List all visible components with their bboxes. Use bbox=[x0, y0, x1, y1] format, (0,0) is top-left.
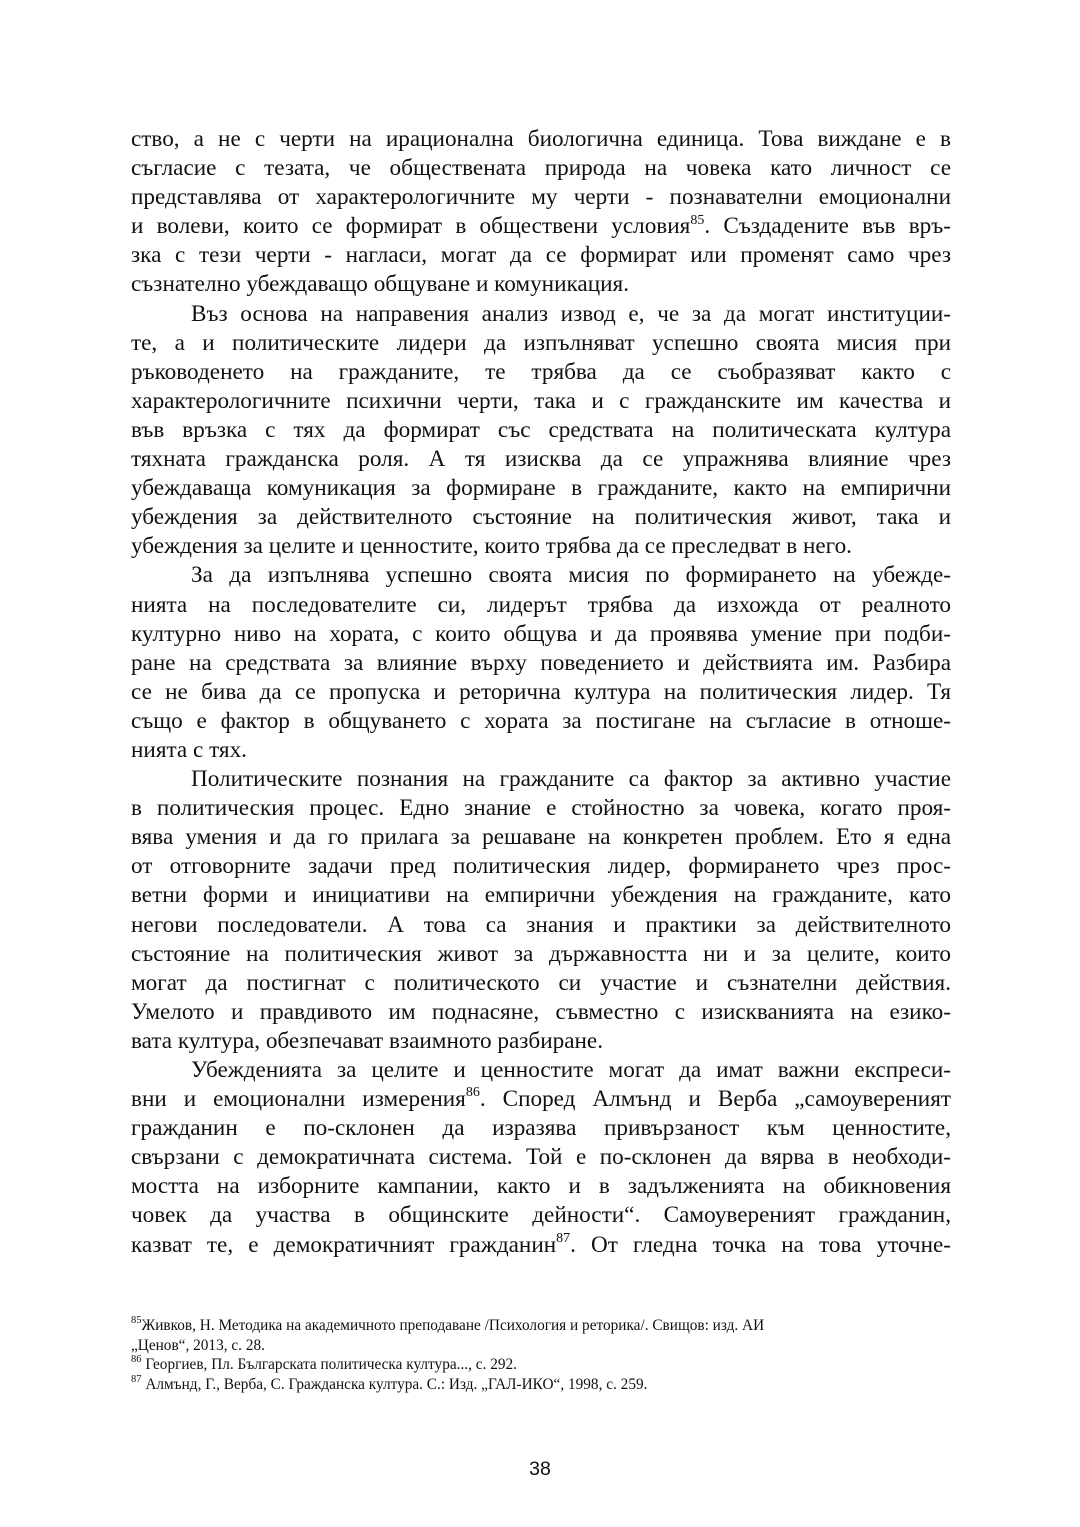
text-line bbox=[131, 1085, 951, 1114]
footnote-85-continued bbox=[131, 1336, 931, 1356]
text-line: съгласие с тезата, че обществената природа на човека като личност се bbox=[131, 155, 951, 182]
text-line: вява умения и да го прилага за решаване на конкретен проблем. Ето я една bbox=[131, 824, 951, 851]
footnote-ref-86[interactable]: 86 bbox=[465, 1085, 480, 1101]
text-line: Въз основа на направения анализ извод е, че за да могат институции- bbox=[191, 300, 951, 327]
text-line: тяхната гражданска роля. А тя изисква да се упражнява влияние чрез bbox=[131, 446, 951, 473]
footnote-mark: 85 bbox=[131, 1314, 142, 1326]
text-line: се не бива да се пропуска и реторична култура на политическия лидер. Тя bbox=[131, 678, 951, 705]
text-line: съзнателно убеждаващо общуване и комуникация. bbox=[131, 271, 629, 298]
text-fragment: . Според Алмънд и Верба „самоувереният bbox=[479, 1086, 952, 1113]
text-line: За да изпълнява успешно своята мисия по формирането на убежде- bbox=[191, 562, 951, 589]
text-line: културно ниво на хората, с които общува и да проявява умение при подби- bbox=[131, 620, 951, 647]
footnote-text: „Ценов“, 2013, с. 28. bbox=[131, 1336, 265, 1354]
text-line: също е фактор в общуването с хората за постигане на съгласие в отноше- bbox=[131, 707, 951, 734]
text-line: вата култура, обезпечават взаимното разбиране. bbox=[131, 1027, 604, 1054]
page-number: 38 bbox=[529, 1458, 551, 1480]
text-line: характерологичните психични черти, така и с гражданските им качества и bbox=[131, 387, 951, 414]
text-line: ство, а не с черти на ирационална биологична единица. Това виждане е в bbox=[131, 126, 951, 152]
text-line: зка с тези черти - нагласи, могат да се формират или променят само чрез bbox=[131, 242, 951, 269]
text-line: представлява от характерологичните му черти - познавателни емоционални bbox=[131, 184, 951, 211]
text-line: Политическите познания на гражданите са фактор за активно участие bbox=[191, 766, 951, 793]
footnote-mark: 87 bbox=[131, 1374, 142, 1386]
text-line: убеждения за действителното състояние на политическия живот, така и bbox=[131, 504, 951, 531]
footnote-86 bbox=[131, 1355, 931, 1375]
text-fragment: . От гледна точка на това уточне- bbox=[570, 1231, 951, 1258]
text-line: негови последователи. А това са знания и практики за действителното bbox=[131, 911, 951, 938]
text-line: ръководенето на гражданите, те трябва да се съобразяват както с bbox=[131, 358, 951, 385]
footnote-text: Живков, Н. Методика на академичното преподаване /Психология и реторика/. Свищов: изд. АИ bbox=[141, 1317, 765, 1334]
text-line: от отговорните задачи пред политическия лидер, формирането чрез прос- bbox=[131, 853, 951, 880]
body-text bbox=[131, 125, 951, 1260]
text-line bbox=[131, 212, 951, 241]
footnotes bbox=[131, 1316, 931, 1395]
text-line: ране на средствата за влияние върху поведението и действията им. Разбира bbox=[131, 649, 951, 676]
footnote-ref-85[interactable]: 85 bbox=[690, 212, 705, 228]
text-line: Убежденията за целите и ценностите могат да имат важни експреси- bbox=[191, 1057, 951, 1083]
footnote-text: Георгиев, Пл. Българската политическа култура..., с. 292. bbox=[141, 1356, 517, 1374]
text-line: нията на последователите си, лидерът трябва да изхожда от реалното bbox=[131, 591, 951, 618]
footnote-ref-87[interactable]: 87 bbox=[556, 1230, 571, 1246]
text-line: гражданин е по-склонен да изразява привързаност към ценностите, bbox=[131, 1115, 951, 1142]
text-line bbox=[131, 1231, 951, 1260]
text-line: те, а и политическите лидери да изпълняват успешно своята мисия при bbox=[131, 329, 951, 356]
text-line: убеждаваща комуникация за формиране в гражданите, както на емпирични bbox=[131, 475, 951, 502]
text-fragment: . Създадените във връ- bbox=[704, 213, 951, 240]
text-line: свързани с демократичната система. Той е по-склонен да вярва в необходи- bbox=[131, 1144, 951, 1171]
text-line: мостта на изборните кампании, както и в задълженията на обикновения bbox=[131, 1173, 951, 1200]
text-fragment: и волеви, които се формират в обществени условия bbox=[131, 213, 691, 240]
footnote-mark: 86 bbox=[131, 1354, 142, 1366]
text-fragment: вни и емоционални измерения bbox=[131, 1086, 466, 1113]
text-line: убеждения за целите и ценностите, които трябва да се преследват в него. bbox=[131, 533, 852, 560]
text-line: нията с тях. bbox=[131, 736, 247, 763]
text-fragment: казват те, е демократичният гражданин bbox=[131, 1231, 557, 1258]
text-line: човек да участва в общинските дейности“. Самоувереният гражданин, bbox=[131, 1202, 951, 1229]
text-line: могат да постигнат с политическото си участие и съзнателни действия. bbox=[131, 969, 951, 996]
text-line: Умелото и правдивото им поднасяне, съвместно с изискванията на езико- bbox=[131, 998, 951, 1025]
footnote-85 bbox=[131, 1316, 931, 1336]
text-line: във връзка с тях да формират със средствата на политическата култура bbox=[131, 416, 951, 443]
footnote-87 bbox=[131, 1375, 931, 1395]
text-line: състояние на политическия живот за държавността ни и за целите, които bbox=[131, 940, 951, 967]
text-line: ветни форми и инициативи на емпирични убеждения на гражданите, като bbox=[131, 882, 951, 909]
footnote-text: Алмънд, Г., Верба, С. Гражданска култура. С.: Изд. „ГАЛ-ИКО“, 1998, с. 259. bbox=[141, 1376, 648, 1394]
text-line: в политическия процес. Едно знание е стойностно за човека, когато проя- bbox=[131, 795, 951, 822]
